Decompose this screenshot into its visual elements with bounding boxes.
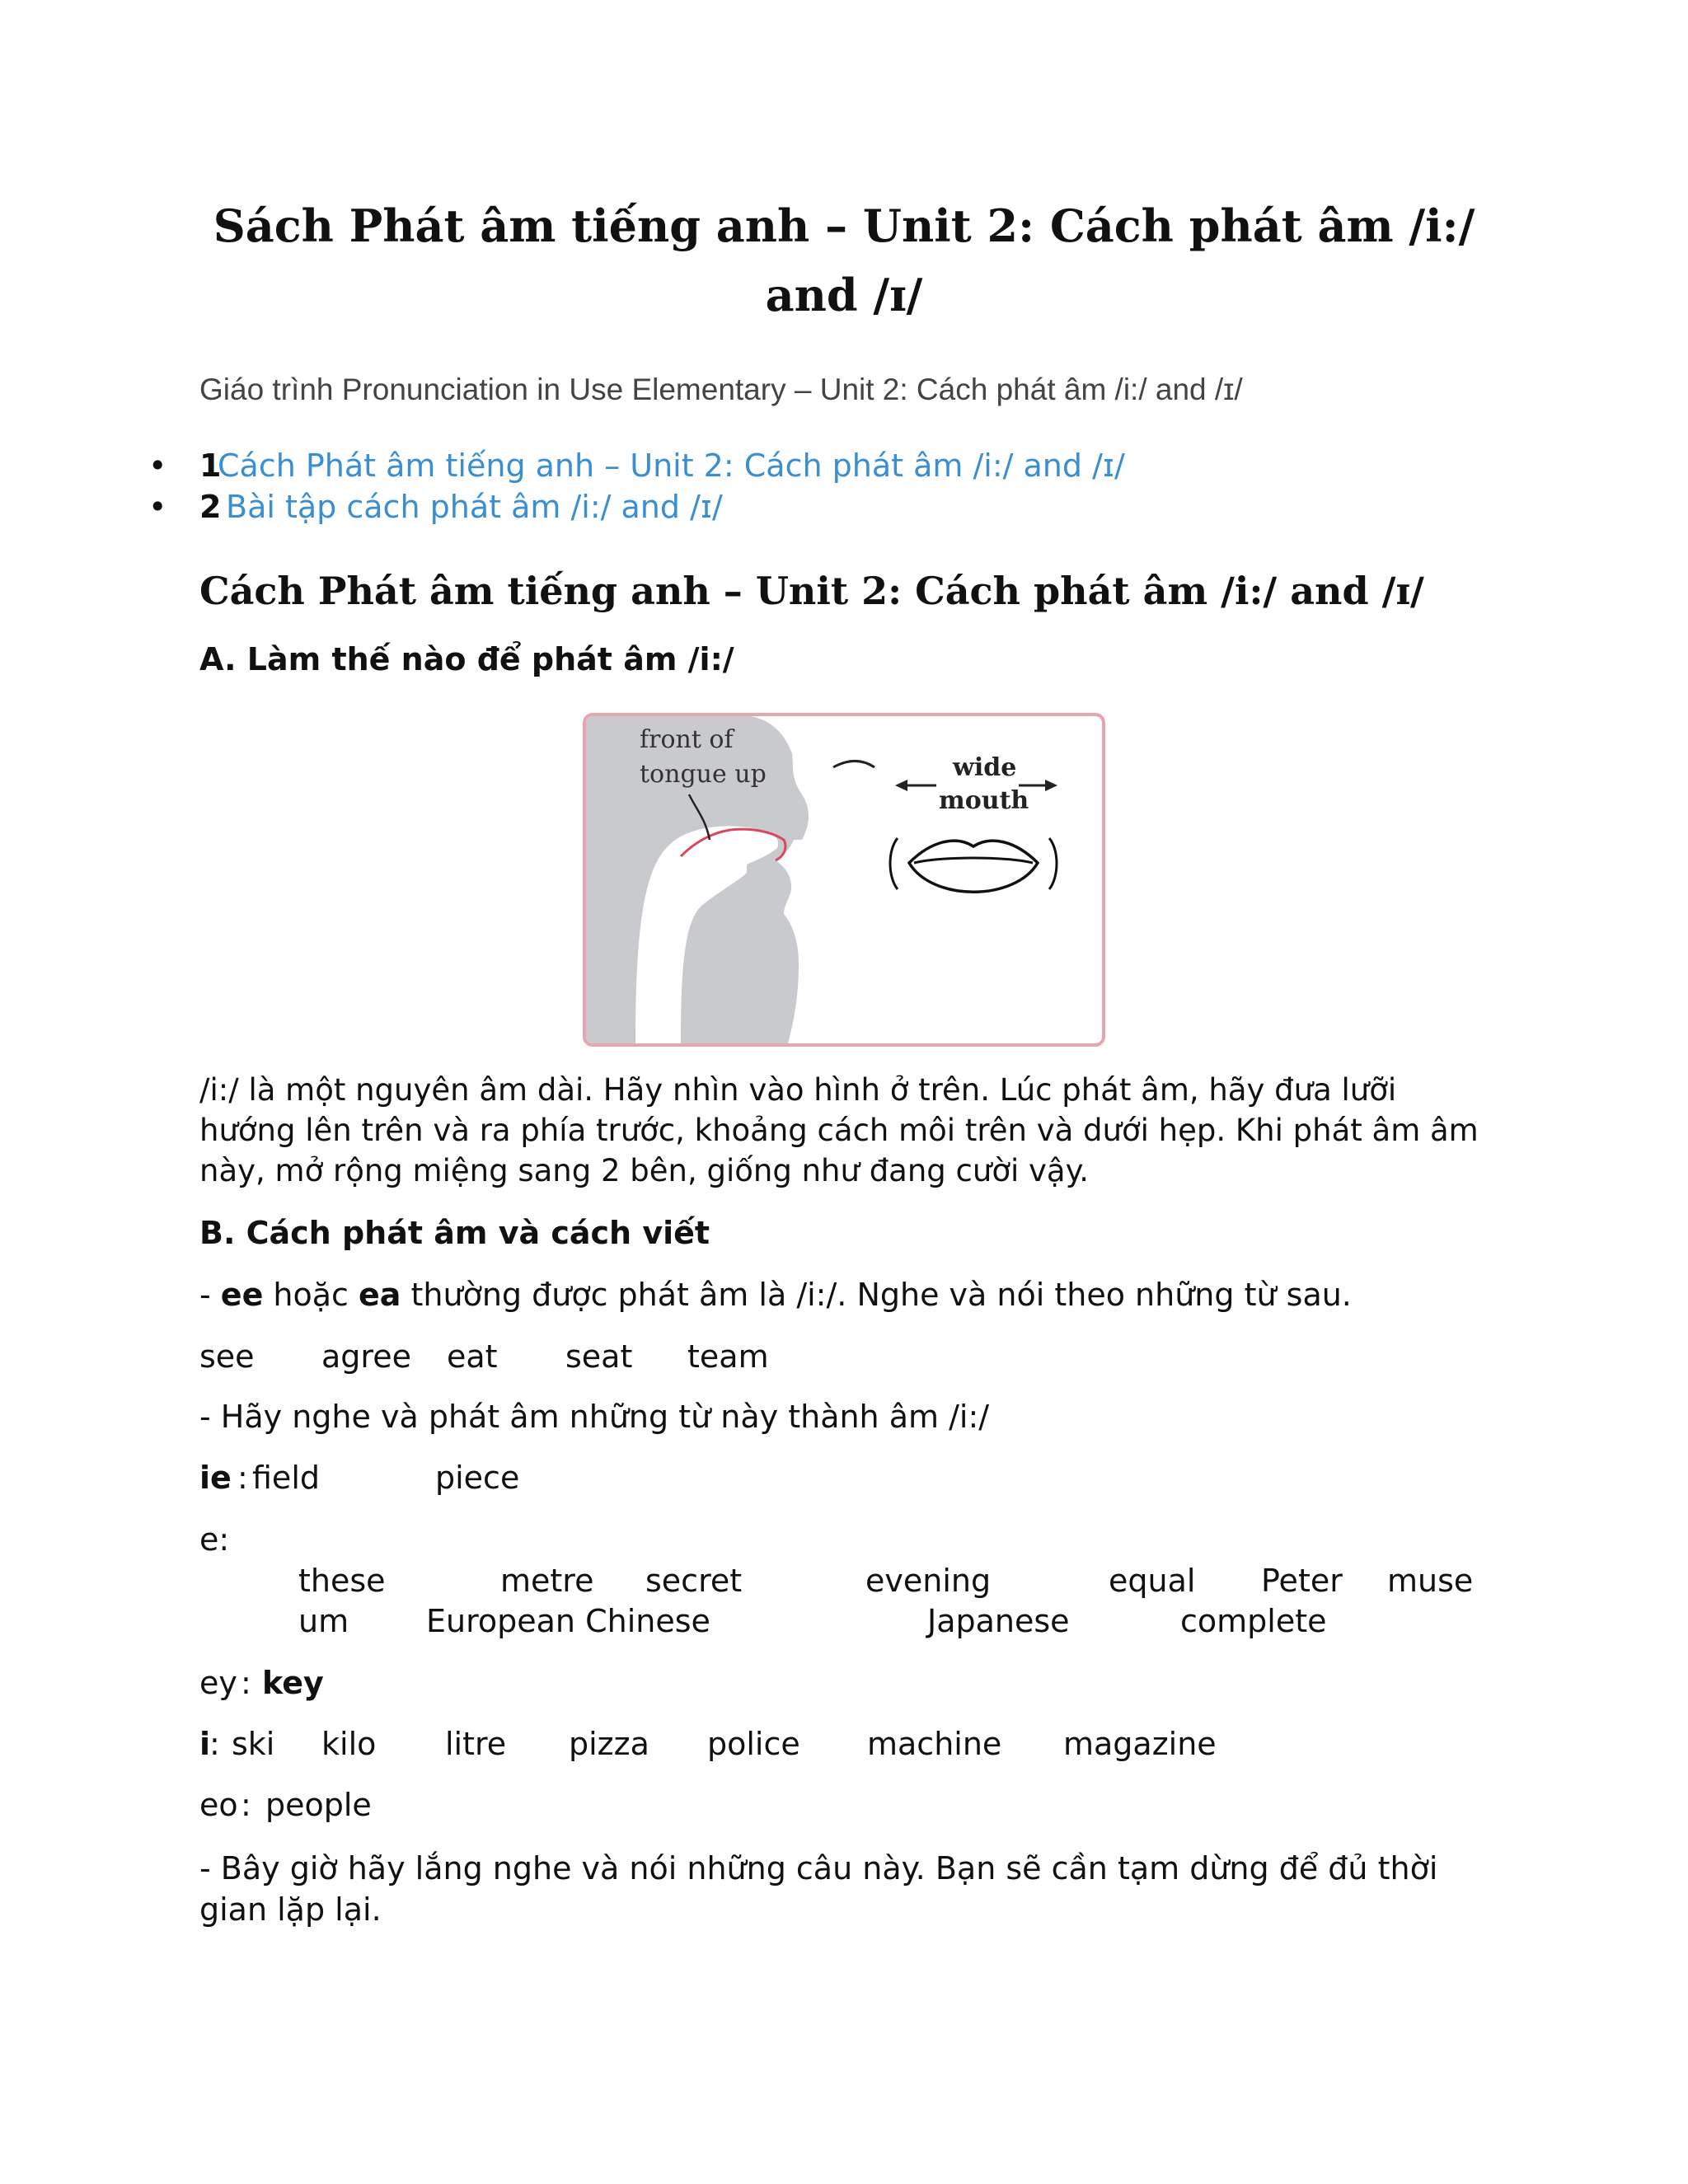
toc-link[interactable]: Bài tập cách phát âm /i:/ and /ɪ/ [226,489,723,525]
word: pizza [569,1726,649,1762]
word: European Chinese [426,1603,710,1639]
word: machine [867,1726,1002,1762]
rule-ee: ee [220,1277,264,1313]
spelling-label: eo [199,1787,238,1823]
rule-ea: ea [359,1277,401,1313]
eye-line [833,762,874,768]
arrow-right-head [1045,780,1057,791]
rule-2: - Hãy nghe và phát âm những từ này thành âm /i:/ [199,1399,990,1435]
word: um [298,1603,349,1639]
toc-number: 1 [199,448,222,484]
subtitle: Giáo trình Pronunciation in Use Elementary – Unit 2: Cách phát âm /i:/ and /ɪ/ [199,373,1243,406]
word: evening [865,1563,992,1599]
mouth-diagram-svg [586,716,1102,1043]
word: muse [1387,1563,1474,1599]
word: complete [1180,1603,1327,1639]
word: magazine [1063,1726,1217,1762]
page-title: Sách Phát âm tiếng anh – Unit 2: Cách phát âm /i:/ and /ɪ/ [213,199,1475,321]
subheading-b: B. Cách phát âm và cách viết [199,1215,710,1251]
toc-number: 2 [199,489,222,525]
spelling-label: e: [199,1521,230,1558]
word: police [707,1726,800,1762]
word: team [687,1338,769,1375]
rule-1 [199,1277,1352,1313]
mouth-label-1: wide [953,753,1017,782]
word: piece [435,1460,520,1496]
word: seat [565,1338,633,1375]
word: equal [1109,1563,1196,1599]
tongue-label-2: tongue up [640,760,767,789]
bullet-icon: • [148,448,167,484]
word: litre [445,1726,507,1762]
rule-mid: hoặc [263,1277,359,1313]
word: eat [447,1338,498,1375]
mouth-diagram [583,713,1105,1047]
lips-outline [909,841,1038,892]
word: these [298,1563,386,1599]
rule-dash: - [199,1277,221,1313]
word: field [252,1460,320,1496]
word: key [262,1665,324,1701]
subheading-a: A. Làm thế nào để phát âm /i:/ [199,641,734,677]
spelling-label: ie [199,1460,232,1496]
word: kilo [321,1726,377,1762]
word: agree [321,1338,411,1375]
word: Peter [1261,1563,1343,1599]
section-heading: Cách Phát âm tiếng anh – Unit 2: Cách phát âm /i:/ and /ɪ/ [199,569,1424,613]
description-paragraph: /i:/ là một nguyên âm dài. Hãy nhìn vào hình ở trên. Lúc phát âm, hãy đưa lưỡi hướng lên trên và ra phía trước, khoảng cách môi trên và dưới hẹp. Khi phát âm âm này, mở rộng miệng sang 2 bên, giống như đang cười vậy. [199,1072,1479,1188]
word: Japanese [927,1603,1070,1639]
tongue-label-1: front of [640,725,734,754]
word: ski [232,1726,275,1762]
word: secret [645,1563,743,1599]
word: people [265,1787,372,1823]
spelling-label: i [199,1726,211,1762]
rule-3: - Bây giờ hãy lắng nghe và nói những câu này. Bạn sẽ cần tạm dừng để đủ thời gian lặp lại. [199,1850,1438,1928]
bullet-icon: • [148,489,167,525]
toc-link[interactable]: Cách Phát âm tiếng anh – Unit 2: Cách phát âm /i:/ and /ɪ/ [218,448,1125,484]
spelling-label: ey [199,1665,237,1701]
arrow-left-head [895,780,907,791]
mouth-label-2: mouth [939,786,1029,815]
word: metre [500,1563,594,1599]
bracket-right [1049,838,1057,889]
rule-rest: thường được phát âm là /i:/. Nghe và nói theo những từ sau. [401,1277,1352,1313]
bracket-left [890,838,898,889]
word: see [199,1338,255,1375]
